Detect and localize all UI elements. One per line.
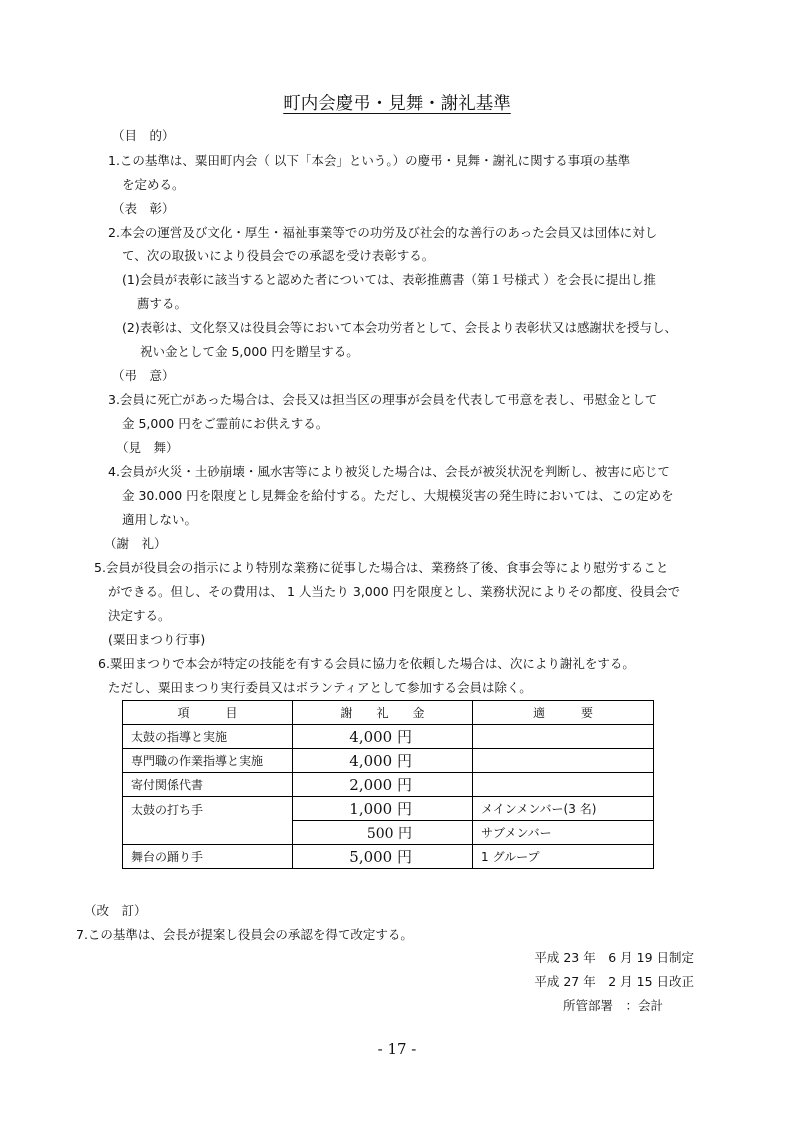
article-2-line-1: 2.本会の運営及び文化・厚生・福祉事業等での功労及び社会的な善行のあった会員又は団体に対し (108, 225, 658, 240)
responsible-department: 所管部署 ：会計 (563, 998, 664, 1013)
row-item: 太鼓の指導と実施 (123, 725, 293, 749)
row-item: 専門職の作業指導と実施 (123, 749, 293, 773)
table-header-row (123, 701, 654, 725)
row-item: 寄付関係代書 (123, 773, 293, 797)
heading-festival: (粟田まつり行事) (108, 632, 206, 647)
heading-sympathy: （見 舞） (116, 440, 179, 455)
row-amount: 4,000 円 (293, 749, 473, 773)
article-6-line-1: 6.粟田まつりで本会が特定の技能を有する会員に協力を依頼した場合は、次により謝礼をする。 (98, 656, 635, 671)
heading-purpose: （目 的） (112, 128, 175, 143)
fee-table (122, 700, 654, 869)
article-5-line-1: 5.会員が役員会の指示により特別な業務に従事した場合は、業務終了後、食事会等により慰労すること (94, 560, 669, 575)
article-4-line-2: 金 30.000 円を限度とし見舞金を給付する。ただし、大規模災害の発生時においては、この定めを (122, 488, 674, 503)
article-2-item-1-line-2: 薦する。 (137, 296, 188, 311)
row-amount: 2,000 円 (293, 773, 473, 797)
article-2-item-1-line-1: (1)会員が表彰に該当すると認めた者については、表彰推薦書（第１号様式 ）を会長に提出し推 (122, 272, 656, 287)
header-amount: 謝 礼 金 (293, 701, 473, 725)
article-3-line-2: 金 5,000 円をご霊前にお供えする。 (122, 416, 329, 431)
row-note: サブメンバー (473, 821, 654, 845)
heading-revision: （改 訂） (84, 903, 147, 918)
row-amount: 500 円 (293, 821, 473, 845)
heading-commendation: （表 彰） (112, 201, 175, 216)
article-2-item-2-line-1: (2)表彰は、文化祭又は役員会等において本会功労者として、会長より表彰状又は感謝状を授与し、 (122, 320, 677, 335)
article-2-item-2-line-2: 祝い金として金 5,000 円を贈呈する。 (140, 344, 359, 359)
article-3-line-1: 3.会員に死亡があった場合は、会長又は担当区の理事が会員を代表して弔意を表し、弔慰金として (108, 392, 658, 407)
table-row (123, 725, 654, 749)
row-note (473, 749, 654, 773)
row-item: 舞台の踊り手 (123, 845, 293, 869)
row-amount: 1,000 円 (293, 797, 473, 821)
row-amount: 5,000 円 (293, 845, 473, 869)
table-row (123, 749, 654, 773)
article-4-line-1: 4.会員が火災・土砂崩壊・風水害等により被災した場合は、会長が被災状況を判断し、被害に応じて (108, 464, 670, 479)
heading-gratitude: （謝 礼） (104, 536, 167, 551)
article-5-line-2: ができる。但し、その費用は、 1 人当たり 3,000 円を限度とし、業務状況によりその都度、役員会で (108, 584, 681, 599)
heading-condolence: （弔 意） (112, 368, 175, 383)
article-7-line-1: 7.この基準は、会長が提案し役員会の承認を得て改定する。 (76, 927, 413, 942)
article-4-line-3: 適用しない。 (122, 512, 198, 527)
table-row (123, 773, 654, 797)
article-6-line-2: ただし、粟田まつり実行委員又はボランティアとして参加する会員は除く。 (108, 680, 532, 695)
page-number: - 17 - (377, 1040, 417, 1058)
document-title: 町内会慶弔・見舞・謝礼基準 (283, 94, 511, 114)
row-amount: 4,000 円 (293, 725, 473, 749)
header-note: 適 要 (473, 701, 654, 725)
row-note (473, 725, 654, 749)
row-note (473, 773, 654, 797)
row-note: 1 グループ (473, 845, 654, 869)
row-note: メインメンバー(3 名) (473, 797, 654, 821)
table-row (123, 797, 654, 821)
revised-date: 平成 27 年 2 月 15 日改正 (534, 974, 694, 989)
article-2-line-2: て、次の取扱いにより役員会での承認を受け表彰する。 (122, 248, 435, 263)
table-row (123, 845, 654, 869)
header-item: 項 目 (123, 701, 293, 725)
enacted-date: 平成 23 年 6 月 19 日制定 (534, 950, 694, 965)
article-1-line-1: 1.この基準は、粟田町内会（ 以下「本会」という。）の慶弔・見舞・謝礼に関する事項の基準 (108, 153, 631, 168)
article-1-line-2: を定める。 (122, 177, 185, 192)
row-item: 太鼓の打ち手 (123, 797, 293, 845)
article-5-line-3: 決定する。 (108, 608, 171, 623)
